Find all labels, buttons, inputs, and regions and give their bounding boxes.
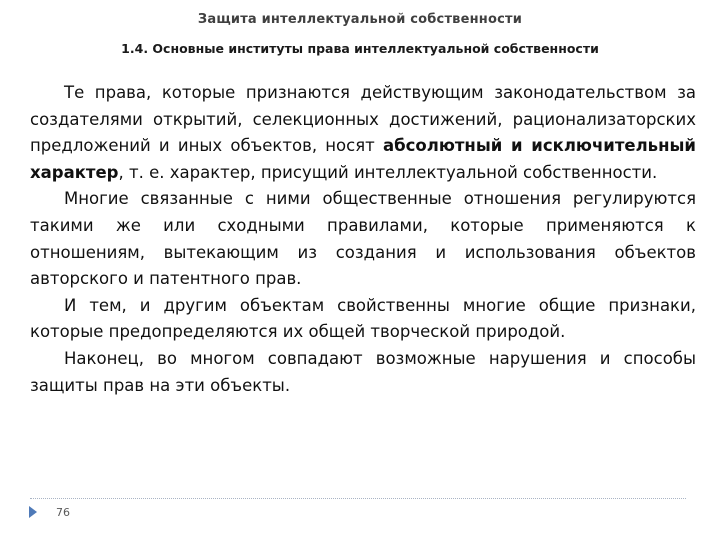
paragraph-1-text-start: Те права, которые признаются действующим законодательством за создателями открытий, селекционных достижений, рационализаторских предложений и иных объектов, носят — [30, 83, 696, 156]
footer-divider — [30, 498, 686, 499]
paragraph-1 — [30, 80, 696, 186]
slide-body — [30, 80, 696, 399]
page-marker-triangle-icon — [29, 506, 37, 518]
paragraph-3: И тем, и другим объектам свойственны многие общие признаки, которые предопределяются их общей творческой природой. — [30, 295, 696, 342]
paragraph-1-text-end: , т. е. характер, присущий интеллектуальной собственности. — [118, 162, 658, 182]
slide-title: Защита интеллектуальной собственности — [197, 12, 523, 27]
slide-subtitle: 1.4. Основные институты права интеллектуальной собственности — [121, 41, 599, 56]
page-number: 76 — [56, 506, 70, 519]
paragraph-1-bold-phrase: абсолютный и исключительный характер — [30, 136, 696, 182]
paragraph-2: Многие связанные с ними общественные отношения регулируются такими же или сходными правилами, которые применяются к отношениям, вытекающим из создания и использования объектов авторского и патентного прав. — [30, 189, 696, 289]
paragraph-4: Наконец, во многом совпадают возможные нарушения и способы защиты прав на эти объекты. — [30, 348, 696, 395]
